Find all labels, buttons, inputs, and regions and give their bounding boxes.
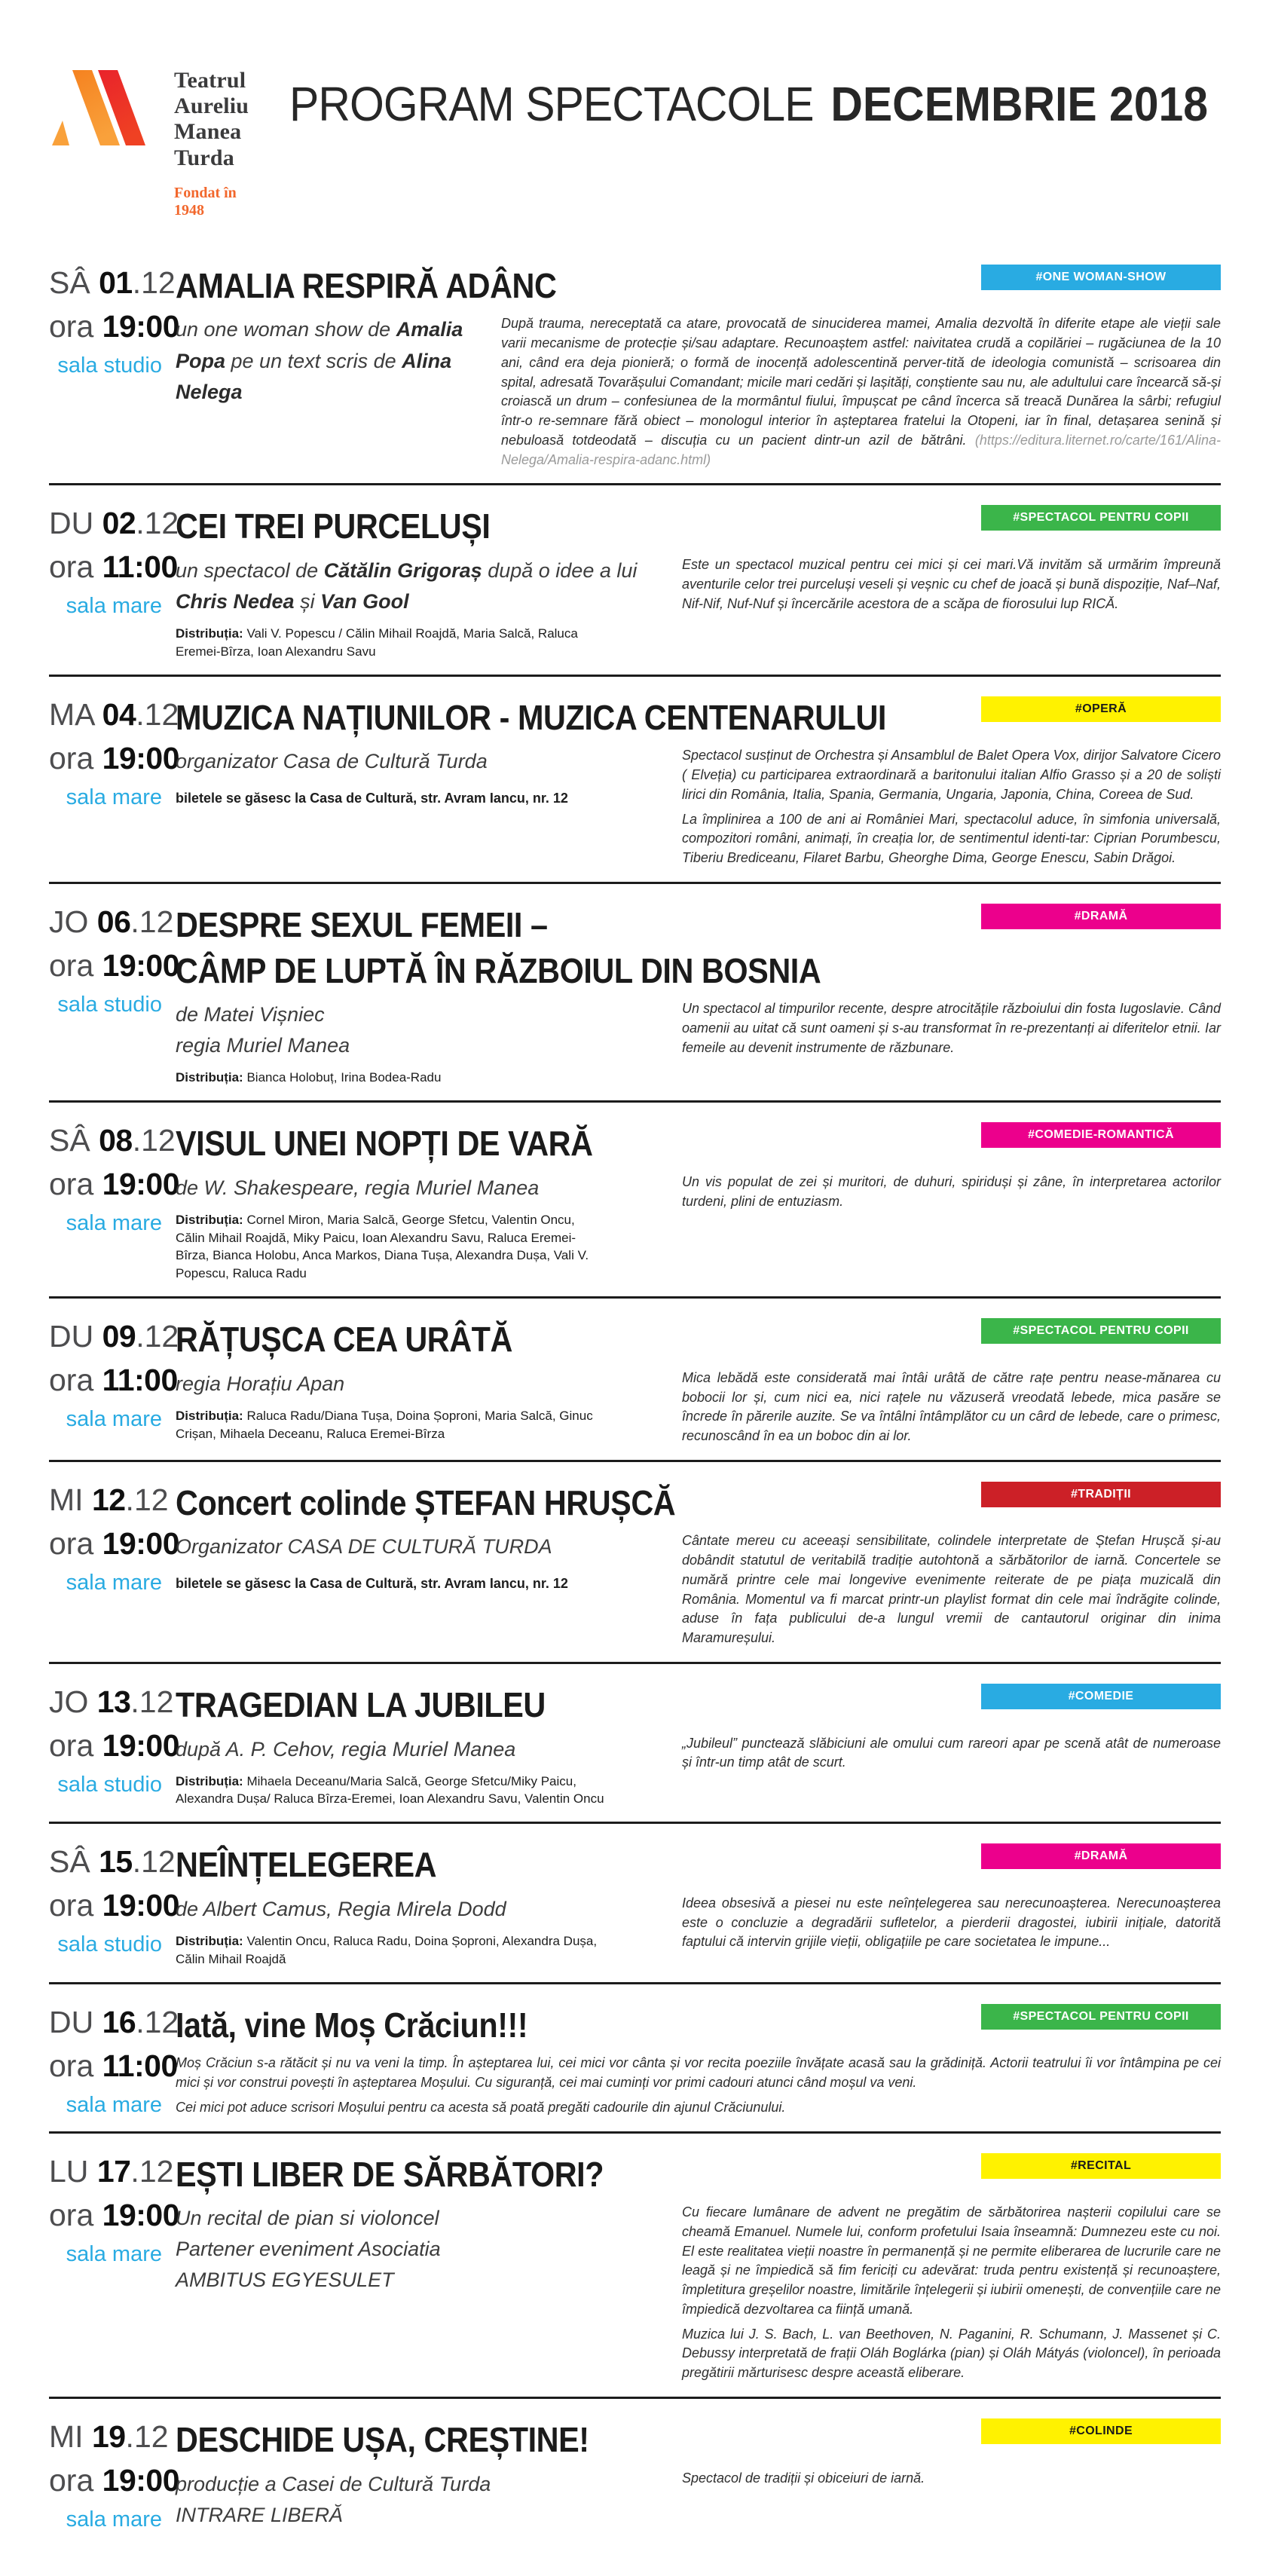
event-subtitle: [176, 1894, 664, 1925]
event-distribution: Distribuția: Cornel Miron, Maria Salcă, George Sfetcu, Valentin Oncu, Călin Mihail Roajdă, Miky Paicu, Ioan Alexandru Savu, Raluca Eremei-Bîrza, Bianca Holobu, Anca Markos, Diana Tușa, Alexandra Dușa, Vali V. Popescu, Raluca Radu: [176, 1212, 589, 1281]
event-description-paragraph: Muzica lui J. S. Bach, L. van Beethoven, N. Paganini, R. Schumann, J. Massenet și C. Debussy interpretată de frații Oláh Boglárka (pian) și Oláh Mátyás (violoncel), în perioada pregătirii mărturisesc despre această eliberare.: [682, 2326, 1221, 2381]
event-description: [682, 1531, 1221, 1647]
event-month-suffix: .12: [125, 2418, 169, 2454]
event-row: [49, 1460, 1221, 1662]
event-body: [176, 1121, 1221, 1283]
event-month-suffix: .12: [132, 1844, 176, 1880]
event-time-prefix: ora: [49, 740, 102, 776]
event-date: [49, 1123, 176, 1158]
event-row: [49, 1662, 1221, 1822]
event-description-paragraph: Spectacol de tradiții și obiceiuri de iarnă.: [682, 2470, 925, 2486]
event-title: MUZICA NAȚIUNILOR - MUZICA CENTENARULUI: [176, 697, 886, 737]
event-row: [49, 882, 1221, 1100]
event-title: DESPRE SEXUL FEMEII – CÂMP DE LUPTĂ ÎN RĂZBOIUL DIN BOSNIA: [176, 904, 821, 990]
event-date: [49, 696, 179, 732]
event-body: [176, 1682, 1221, 1808]
event-date: [49, 2418, 169, 2454]
event-subtitle-line: regia Muriel Manea: [176, 1034, 350, 1057]
event-distribution-label: Distribuția:: [176, 1070, 247, 1085]
event-row: [49, 2397, 1221, 2546]
event-time-value: 11:00: [102, 549, 178, 585]
event-time: [49, 2197, 180, 2232]
event-day-number: 17: [96, 2153, 131, 2189]
event-room: sala mare: [66, 1407, 162, 1432]
event-title: TRAGEDIAN LA JUBILEU: [176, 1684, 546, 1724]
event-title-row: [176, 1480, 1221, 1526]
event-time-value: 19:00: [102, 2462, 180, 2498]
event-time-value: 19:00: [102, 308, 180, 344]
event-subtitle-line: un one woman show de Amalia Popa pe un text scris de Alina Nelega: [176, 318, 463, 403]
event-body: [176, 2152, 1221, 2383]
event-description: [682, 2203, 1221, 2383]
event-distribution-label: Distribuția:: [176, 626, 247, 641]
event-row: [49, 1982, 1221, 2131]
event-time-prefix: ora: [49, 1727, 102, 1763]
event-description: [682, 746, 1221, 867]
event-time: [49, 1363, 178, 1398]
event-day-number: 02: [102, 506, 136, 541]
event-room: sala studio: [57, 1932, 162, 1957]
event-description-paragraph: Mica lebădă este considerată mai întâi urâtă de către rațe pentru nease-mănarea cu bobocii lor și, cum nici ea, nici rațele nu văzuseră vreodată lebede, mica pasăre se încrede în părerile auzite. Se va întâlni întâmplător cu un cârd de lebede, care o primesc, recunoscând în ea un boboc din ai lor.: [682, 1369, 1221, 1443]
event-subtitle: [176, 2203, 664, 2296]
event-subtitle: [176, 1531, 664, 1562]
event-title: Concert colinde ȘTEFAN HRUȘCĂ: [176, 1482, 676, 1522]
event-day-number: 13: [96, 1684, 131, 1719]
event-month-suffix: .12: [136, 696, 179, 732]
event-description-paragraph: Ideea obsesivă a piesei nu este neînțelegerea sau nerecunoașterea. Nerecunoașterea este o concluzie a degradării sufletelor, a pierderii dragostei, iubirii inițiale, datorită faptului că intervin grijile vieții, obligațiile pe care societatea le impune...: [682, 1895, 1221, 1950]
founded-label: Fondat în 1948: [174, 184, 237, 219]
event-title-row: [176, 695, 1221, 741]
event-day-number: 19: [91, 2418, 126, 2454]
event-time-prefix: ora: [49, 549, 102, 585]
event-description-paragraph: Cântate mereu cu aceeași sensibilitate, colindele interpretate de Ștefan Hrușcă și-au dobândit statutul de veritabilă tradiție autohtonă a sărbătorilor de iarnă. Concertele se numără printre cele mai longevive evenimente reiterate de pe piața muzicală din România. Momentul va fi marcat printr-un playlist format din cele mai îndrăgite colinde, aduse în fața publicului de-a lungul vremii de cantautorul originar din inima Maramureșului.: [682, 1533, 1221, 1646]
event-description: [682, 555, 1221, 661]
event-details: [176, 1734, 664, 1809]
event-description: [682, 1894, 1221, 1969]
event-subtitle-line: regia Horațiu Apan: [176, 1372, 345, 1395]
event-room: sala studio: [57, 1772, 162, 1797]
event-description: [682, 1173, 1221, 1283]
event-when: [49, 263, 180, 470]
event-content: [176, 555, 1221, 661]
event-day-abbr: DU: [49, 506, 102, 541]
event-description-paragraph: Cei mici pot aduce scrisori Moșului pentru ca acesta să poată pregăti cadourile din ajunul Crăciunului.: [176, 2099, 786, 2115]
event-when: [49, 1121, 180, 1283]
event-date: [49, 2153, 174, 2189]
event-day-number: 08: [99, 1123, 133, 1158]
event-when: [49, 695, 180, 868]
event-subtitle: [176, 1734, 664, 1765]
event-time-value: 11:00: [102, 1363, 178, 1398]
event-description: [682, 1369, 1221, 1446]
event-day-abbr: DU: [49, 1319, 102, 1354]
event-title-row: [176, 503, 1221, 549]
event-title: Iată, vine Moș Crăciun!!!: [176, 2005, 528, 2045]
event-time-prefix: ora: [49, 308, 102, 344]
event-distribution: Distribuția: Mihaela Deceanu/Maria Salcă, George Sfetcu/Miky Paicu, Alexandra Dușa/ Raluca Bîrza-Eremei, Ioan Alexandru Savu, Valentin Oncu: [176, 1773, 604, 1807]
event-day-abbr: MI: [49, 1482, 92, 1517]
event-content: [176, 1531, 1221, 1647]
event-description: [501, 314, 1221, 470]
event-subtitle-line: organizator Casa de Cultură Turda: [176, 750, 488, 773]
event-description: [682, 1734, 1221, 1809]
event-subtitle: [176, 746, 664, 777]
event-room: sala mare: [66, 2092, 162, 2117]
event-distribution: Distribuția: Bianca Holobuț, Irina Bodea-Radu: [176, 1070, 442, 1085]
event-subtitle-line: de W. Shakespeare, regia Muriel Manea: [176, 1176, 540, 1199]
event-room: sala studio: [57, 992, 162, 1017]
event-month-suffix: .12: [125, 1482, 169, 1517]
event-day-abbr: SÂ: [49, 1123, 99, 1158]
event-body: [176, 263, 1221, 470]
event-room: sala mare: [66, 1211, 162, 1236]
event-content: [176, 314, 1221, 470]
event-details: [176, 1369, 664, 1446]
event-time-prefix: ora: [49, 1167, 102, 1202]
event-description: [176, 2054, 1221, 2117]
event-time: [49, 1167, 180, 1202]
category-tag: #OPERĂ: [981, 696, 1221, 722]
event-description-paragraph: Este un spectacol muzical pentru cei mici și cei mari.Vă invităm să urmărim împreună aventurile celor trei purceluși veseli și veșnic cu chef de joacă și bună dispoziție, Naf–Naf, Nif-Nif, Nuf-Nuf și încercările acestora de a scăpa de fiorosului lup RICĂ.: [682, 557, 1221, 611]
event-body: [176, 1480, 1221, 1648]
event-when: [49, 2417, 180, 2532]
event-title: NEÎNȚELEGEREA: [176, 1845, 437, 1885]
event-source-link: (https://editura.liternet.ro/carte/161/Alina-Nelega/Amalia-respira-adanc.html): [501, 432, 1221, 467]
event-description-paragraph: Un vis populat de zei și muritori, de duhuri, spiriduși și zâne, în interpretarea actorilor turdeni, plini de entuziasm.: [682, 1173, 1221, 1209]
event-date: [49, 1684, 174, 1719]
event-subtitle: [176, 314, 483, 407]
page-title-light: PROGRAM SPECTACOLE: [289, 77, 814, 131]
event-distribution: Distribuția: Raluca Radu/Diana Tușa, Doina Șoproni, Maria Salcă, Ginuc Crișan, Mihaela Deceanu, Raluca Eremei-Bîrza: [176, 1408, 593, 1441]
event-subtitle-line: de Matei Vișniec: [176, 1003, 325, 1026]
event-ticket-note: biletele se găsesc la Casa de Cultură, str. Avram Iancu, nr. 12: [176, 1576, 568, 1592]
event-month-suffix: .12: [130, 904, 174, 939]
event-date: [49, 506, 179, 541]
event-when: [49, 1842, 180, 1968]
event-description-paragraph: După trauma, nereceptată ca atare, provocată de sinuciderea mamei, Amalia dezvoltă în diferite etape ale vieții sale varii mecanisme de protecție și/sau adaptare. Recunoaștem astfel: naivitatea crudă a copilăriei – rugăciunea de la 10 ani, când era deja pionieră; o formă de inocență adolescentină perver-tită de ideologia comunistă – scrisoarea din spital, adresată Tovarășului Comandant; micile mari cedări și lașități, conștiente sau nu, ale adultului care încearcă să-și croiască un drum – confesiunea de la mormântul fiului, împușcat pe când încerca să treacă Dunărea la sârbi; refugiul într-o re-semnare fără obiect – monologul interior în așteptarea fratelui la Otopeni, iar în final, detașarea senină și nebuloasă totdeodată – discuția cu un pacient dintr-un azil de bătrâni. (https://editura.liternet.ro/carte/161/Alina-Nelega/Amalia-respira-adanc.html): [501, 316, 1221, 467]
event-day-number: 04: [102, 696, 136, 732]
event-date: [49, 1482, 169, 1517]
event-time-prefix: ora: [49, 947, 102, 983]
event-details: [176, 999, 664, 1087]
event-body: [176, 902, 1221, 1087]
page-title: [289, 77, 1209, 131]
event-row: [49, 483, 1221, 674]
event-time-value: 19:00: [102, 1525, 180, 1561]
event-month-suffix: .12: [132, 1123, 176, 1158]
event-time: [49, 947, 180, 983]
event-time: [49, 2462, 180, 2498]
event-time-prefix: ora: [49, 2197, 102, 2232]
event-room: sala mare: [66, 785, 162, 809]
event-time: [49, 1888, 180, 1923]
event-subtitle-line: Organizator CASA DE CULTURĂ TURDA: [176, 1535, 552, 1559]
event-content: [176, 2469, 1221, 2531]
category-tag: #TRADIȚII: [981, 1482, 1221, 1507]
event-day-number: 01: [99, 265, 133, 300]
event-distribution-label: Distribuția:: [176, 1212, 247, 1227]
event-day-abbr: MA: [49, 696, 102, 732]
category-tag: #COLINDE: [981, 2418, 1221, 2444]
event-day-number: 06: [96, 904, 131, 939]
event-subtitle-line: Partener eveniment Asociatia: [176, 2238, 441, 2261]
event-title-row: [176, 1317, 1221, 1363]
event-month-suffix: .12: [130, 1684, 174, 1719]
event-title: CEI TREI PURCELUȘI: [176, 506, 491, 546]
event-subtitle: [176, 1369, 664, 1400]
event-title-row: [176, 1121, 1221, 1167]
event-distribution-label: Distribuția:: [176, 1408, 247, 1423]
event-day-number: 15: [99, 1844, 133, 1880]
event-row: [49, 245, 1221, 484]
event-when: [49, 503, 179, 660]
organization-block: [174, 68, 249, 219]
category-tag: #COMEDIE-ROMANTICĂ: [981, 1122, 1221, 1148]
event-time-value: 19:00: [102, 740, 180, 776]
event-row: [49, 1822, 1221, 1981]
event-date: [49, 1844, 176, 1880]
organization-name-line2: Manea Turda: [174, 119, 242, 170]
event-month-suffix: .12: [136, 506, 179, 541]
event-month-suffix: .12: [136, 2004, 179, 2039]
event-description-paragraph: Cu fiecare lumânare de advent ne pregătim de sărbătorirea nașterii copilului care se cheamă Emanuel. Numele lui, conform profetului Isaia înseamnă: Dumnezeu este cu noi. El este realitatea vieții noastre în permanență și ne permite eliberarea de lucrurile care ne leagă și ne împiedică să fim fericiți cu adevărat: truda pentru existență și recunoaștere, împletitura greșelilor noastre, limitările înțelegerii și iubirii omenești, de convențiile care ne împiedică dezvoltarea ca ființă umană.: [682, 2204, 1221, 2317]
event-subtitle-line: INTRARE LIBERĂ: [176, 2503, 344, 2526]
event-details: [176, 1531, 664, 1647]
header: [49, 0, 1221, 219]
category-tag: #DRAMĂ: [981, 1843, 1221, 1869]
event-when: [49, 2002, 179, 2118]
event-time-value: 19:00: [102, 1888, 180, 1923]
event-details: [176, 314, 483, 470]
event-body: [176, 1842, 1221, 1968]
event-day-abbr: SÂ: [49, 265, 99, 300]
events-list: [49, 245, 1221, 2546]
event-time: [49, 1525, 180, 1561]
category-tag: #SPECTACOL PENTRU COPII: [981, 505, 1221, 531]
event-row: [49, 2131, 1221, 2397]
category-tag: #SPECTACOL PENTRU COPII: [981, 2004, 1221, 2030]
event-day-abbr: JO: [49, 1684, 97, 1719]
event-time-prefix: ora: [49, 1525, 102, 1561]
event-details: [176, 1173, 664, 1283]
event-title-row: [176, 902, 1221, 993]
event-distribution-label: Distribuția:: [176, 1933, 247, 1948]
event-title-row: [176, 1842, 1221, 1888]
event-distribution-label: Distribuția:: [176, 1773, 247, 1788]
category-tag: #DRAMĂ: [981, 904, 1221, 929]
event-time: [49, 740, 180, 776]
event-time-prefix: ora: [49, 2462, 102, 2498]
event-body: [176, 503, 1221, 660]
event-title-row: [176, 2417, 1221, 2463]
event-title: DESCHIDE UȘA, CREȘTINE!: [176, 2419, 589, 2459]
event-description-paragraph: Moș Crăciun s-a rătăcit și nu va veni la timp. În așteptarea lui, cei mici vor cânta și vor recita poeziile învățate acasă sau la grădiniță. Actorii teatrului îi vor întâmpina pe cei mici și vor construi povești în așteptarea Moșului. Cu siguranță, cei mai cuminți vor primi cadouri atunci când moșul va veni.: [176, 2055, 1221, 2090]
event-title-row: [176, 2002, 1221, 2048]
event-content: [176, 2054, 1221, 2117]
event-subtitle: [176, 1173, 664, 1204]
event-day-number: 09: [102, 1319, 136, 1354]
event-distribution: Distribuția: Valentin Oncu, Raluca Radu, Doina Șoproni, Alexandra Dușa, Călin Mihail Roajdă: [176, 1933, 598, 1966]
event-time-value: 11:00: [102, 2048, 178, 2083]
event-ticket-note: biletele se găsesc la Casa de Cultură, str. Avram Iancu, nr. 12: [176, 791, 568, 806]
event-subtitle-line: un spectacol de Cătălin Grigoraș după o idee a lui Chris Nedea și Van Gool: [176, 559, 638, 613]
logo-small-triangle: [52, 121, 69, 145]
event-month-suffix: .12: [130, 2153, 174, 2189]
event-content: [176, 2203, 1221, 2383]
event-details: [176, 2203, 664, 2383]
event-content: [176, 746, 1221, 867]
event-day-number: 12: [91, 1482, 126, 1517]
event-time-value: 19:00: [102, 1167, 180, 1202]
event-description: [682, 999, 1221, 1087]
page-title-bold: DECEMBRIE 2018: [830, 77, 1209, 131]
event-time: [49, 2048, 178, 2083]
event-description-paragraph: La împlinirea a 100 de ani ai României Mari, spectacolul aduce, în simfonia universală, compozitori români, animați, în creația lor, de sentimentul identi-tar: Ciprian Porumbescu, Tiberiu Brediceanu, Filaret Barbu, Gheorghe Dima, George Enescu, Sabin Drăgoi.: [682, 811, 1221, 866]
event-time-value: 19:00: [102, 947, 180, 983]
category-tag: #RECITAL: [981, 2153, 1221, 2179]
event-body: [176, 2002, 1221, 2118]
event-subtitle: [176, 555, 664, 617]
event-row: [49, 1100, 1221, 1296]
event-content: [176, 1173, 1221, 1283]
event-title-row: [176, 263, 1221, 309]
event-when: [49, 1480, 180, 1648]
event-row: [49, 1296, 1221, 1460]
event-title: EȘTI LIBER DE SĂRBĂTORI?: [176, 2154, 604, 2194]
event-room: sala mare: [66, 1570, 162, 1595]
event-description-paragraph: „Jubileul” punctează slăbiciuni ale omului cum rareori apar pe scenă atât de numeroase și într-un timp atât de scurt.: [682, 1735, 1221, 1770]
organization-name-line1: Teatrul Aureliu: [174, 68, 249, 119]
event-when: [49, 902, 180, 1087]
event-title-row: [176, 2152, 1221, 2198]
event-time: [49, 549, 178, 585]
event-time-prefix: ora: [49, 2048, 102, 2083]
event-room: sala mare: [66, 2241, 162, 2266]
event-title: RĂȚUȘCA CEA URÂTĂ: [176, 1320, 512, 1360]
event-description-paragraph: Spectacol susținut de Orchestra și Ansamblul de Balet Opera Vox, dirijor Salvatore Cicero ( Elveția) cu participarea extraordinară a baritonului italian Alfio Grasso și a 20 de soliști lirici din România, Italia, Spania, Germania, Ungaria, Japonia, China, Coreea de Sud.: [682, 748, 1221, 802]
event-time: [49, 308, 180, 344]
event-day-abbr: JO: [49, 904, 97, 939]
event-body: [176, 2417, 1221, 2532]
event-content: [176, 999, 1221, 1087]
event-details: [176, 555, 664, 661]
event-time-prefix: ora: [49, 1888, 102, 1923]
event-month-suffix: .12: [132, 265, 176, 300]
event-date: [49, 1319, 179, 1354]
event-subtitle-line: AMBITUS EGYESULET: [176, 2269, 394, 2292]
event-content: [176, 1894, 1221, 1969]
event-details: [176, 2469, 664, 2531]
event-time: [49, 1727, 180, 1763]
event-title: AMALIA RESPIRĂ ADÂNC: [176, 265, 557, 305]
event-time-value: 19:00: [102, 2197, 180, 2232]
event-subtitle-line: de Albert Camus, Regia Mirela Dodd: [176, 1897, 506, 1920]
event-body: [176, 695, 1221, 868]
event-time-prefix: ora: [49, 1363, 102, 1398]
event-date: [49, 2004, 179, 2039]
event-time-value: 19:00: [102, 1727, 180, 1763]
event-month-suffix: .12: [136, 1319, 179, 1354]
event-day-abbr: DU: [49, 2004, 102, 2039]
event-room: sala mare: [66, 2507, 162, 2532]
event-description: [682, 2469, 1221, 2531]
event-row: [49, 675, 1221, 882]
event-details: [176, 1894, 664, 1969]
event-date: [49, 904, 174, 939]
event-subtitle-line: după A. P. Cehov, regia Muriel Manea: [176, 1737, 516, 1761]
event-subtitle: [176, 2469, 664, 2531]
event-content: [176, 1369, 1221, 1446]
event-description-paragraph: Un spectacol al timpurilor recente, despre atrocitățile războiului din fosta Iugoslavie. Când oamenii au uitat că sunt oameni și s-au transformat în re-prezentanți ai diferitelor etnii. Iar femeile au devenit instrumente de răzbunare.: [682, 1001, 1221, 1055]
event-room: sala studio: [57, 353, 162, 378]
event-when: [49, 2152, 180, 2383]
event-subtitle-line: producție a Casei de Cultură Turda: [176, 2472, 491, 2495]
event-day-abbr: LU: [49, 2153, 97, 2189]
event-day-abbr: MI: [49, 2418, 92, 2454]
event-room: sala mare: [66, 594, 162, 619]
event-title-row: [176, 1682, 1221, 1728]
organization-name: [174, 68, 249, 171]
event-when: [49, 1682, 180, 1808]
event-body: [176, 1317, 1221, 1446]
category-tag: #COMEDIE: [981, 1684, 1221, 1709]
event-when: [49, 1317, 179, 1446]
theatre-logo-icon: [49, 68, 148, 148]
event-distribution: Distribuția: Vali V. Popescu / Călin Mihail Roajdă, Maria Salcă, Raluca Eremei-Bîrza, Ioan Alexandru Savu: [176, 626, 578, 659]
event-day-abbr: SÂ: [49, 1844, 99, 1880]
event-date: [49, 265, 176, 300]
event-day-number: 16: [102, 2004, 136, 2039]
event-subtitle: [176, 999, 664, 1061]
event-subtitle-line: Un recital de pian si violoncel: [176, 2207, 439, 2230]
event-title: VISUL UNEI NOPȚI DE VARĂ: [176, 1124, 593, 1164]
event-details: [176, 746, 664, 867]
category-tag: #ONE WOMAN-SHOW: [981, 265, 1221, 290]
category-tag: #SPECTACOL PENTRU COPII: [981, 1318, 1221, 1344]
event-content: [176, 1734, 1221, 1809]
